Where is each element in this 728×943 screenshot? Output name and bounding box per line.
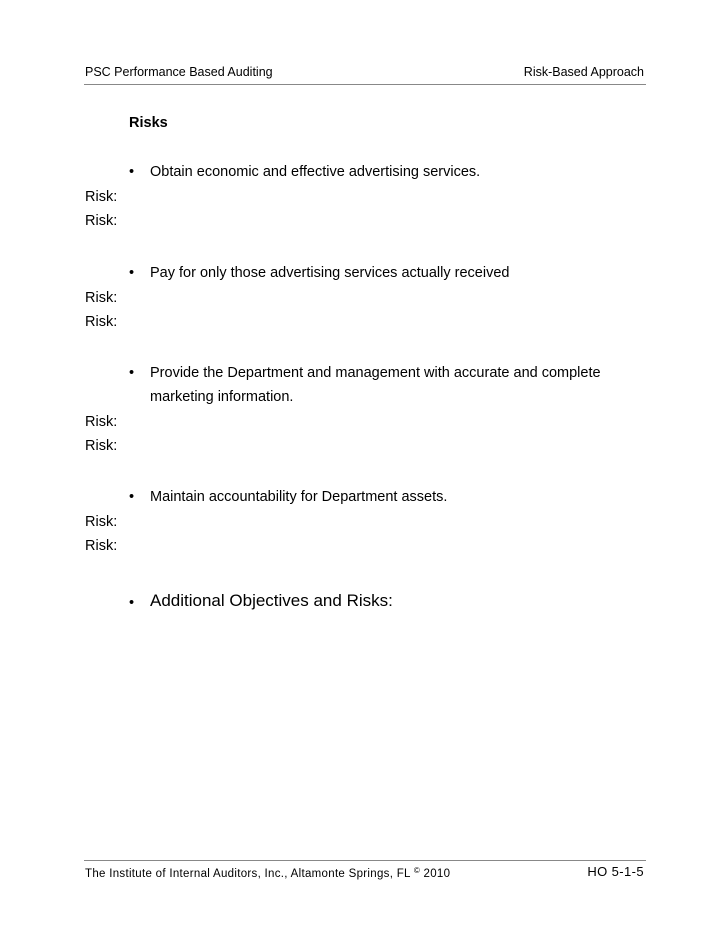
bullet-icon: • — [129, 489, 135, 505]
risk-label: Risk: — [85, 189, 118, 205]
header-divider — [84, 84, 646, 85]
objective-text: Maintain accountability for Department assets. — [150, 489, 448, 505]
footer-divider — [84, 860, 646, 861]
risk-label: Risk: — [85, 213, 118, 229]
objective-text: Provide the Department and management with accurate and complete — [150, 365, 601, 381]
risk-label: Risk: — [85, 438, 118, 454]
bullet-icon: • — [129, 365, 135, 381]
section-title: Risks — [129, 115, 168, 131]
header-title: PSC Performance Based Auditing — [85, 65, 273, 79]
risk-label: Risk: — [85, 314, 118, 330]
footer-year: 2010 — [423, 868, 451, 880]
risk-label: Risk: — [85, 514, 118, 530]
bullet-icon: • — [129, 164, 135, 180]
risk-label: Risk: — [85, 414, 118, 430]
footer-credit — [85, 866, 450, 880]
footer-institute: The Institute of Internal Auditors, Inc., Altamonte Springs, FL — [85, 868, 411, 880]
objective-text-continued: marketing information. — [150, 389, 294, 405]
copyright-mark: © — [413, 866, 421, 875]
handout-number: HO 5-1-5 — [587, 864, 644, 879]
risk-label: Risk: — [85, 290, 118, 306]
additional-objectives-heading: Additional Objectives and Risks: — [150, 591, 393, 610]
risk-label: Risk: — [85, 538, 118, 554]
objective-text: Obtain economic and effective advertising services. — [150, 164, 481, 180]
header-section: Risk-Based Approach — [523, 65, 644, 79]
bullet-icon: • — [129, 265, 135, 281]
bullet-icon: • — [129, 595, 135, 611]
objective-text: Pay for only those advertising services actually received — [150, 265, 510, 281]
